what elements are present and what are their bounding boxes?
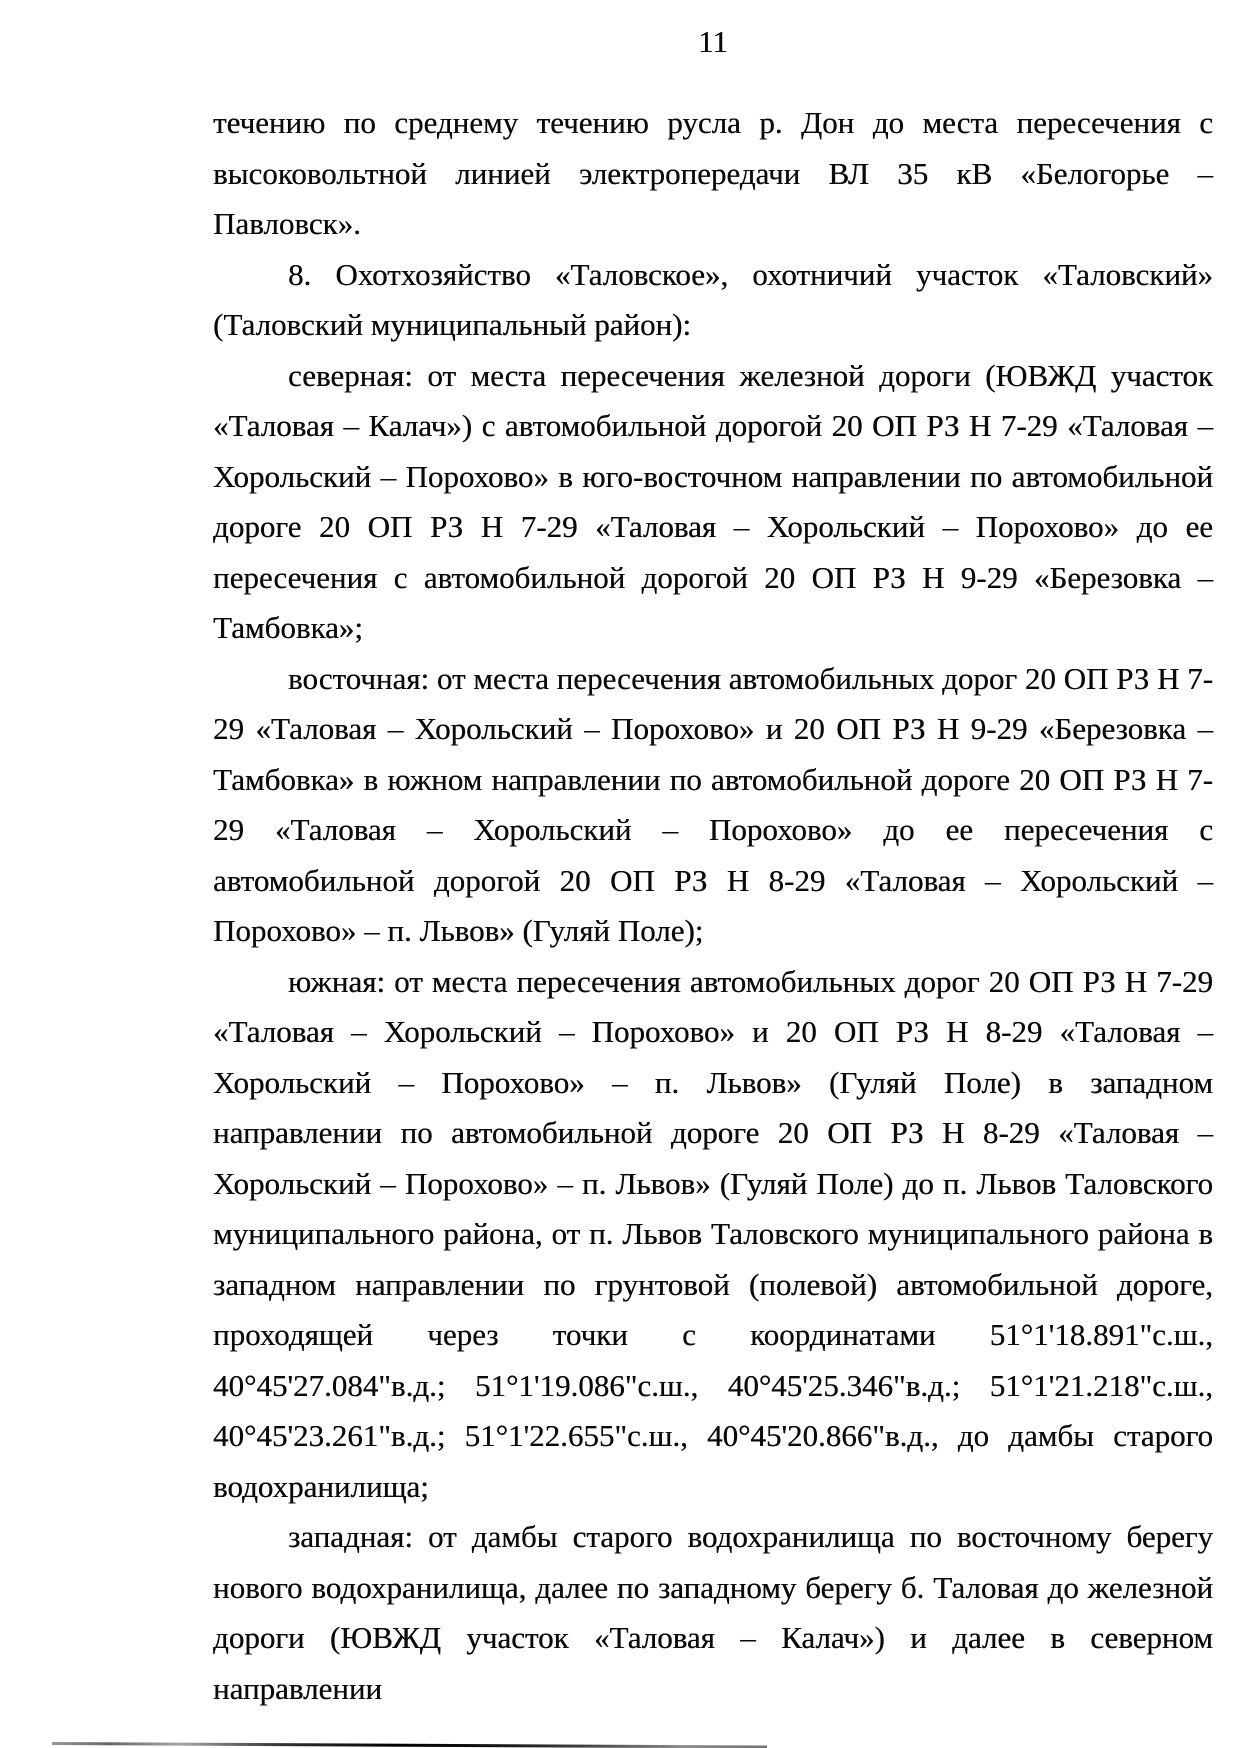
paragraph-item-8-heading: 8. Охотхозяйство «Таловское», охотничий участок «Таловский» (Таловский муниципальный район): — [213, 256, 1213, 342]
document-body — [213, 98, 1213, 1714]
page-number: 11 — [698, 24, 728, 59]
paragraph-northern-boundary: северная: от места пересечения железной дороги (ЮВЖД участок «Таловая – Калач») с автомобильной дорогой 20 ОП РЗ Н 7-29 «Таловая – Хорольский – Порохово» в юго-восточном направлении по автомобильной дороге 20 ОП РЗ Н 7-29 «Таловая – Хорольский – Порохово» до ее пересечения с автомобильной дорогой 20 ОП РЗ Н 9-29 «Березовка – Тамбовка»; — [213, 357, 1213, 645]
paragraph-southern-boundary: южная: от места пересечения автомобильных дорог 20 ОП РЗ Н 7-29 «Таловая – Хорольский – Порохово» и 20 ОП РЗ Н 8-29 «Таловая – Хорольский – Порохово» – п. Львов» (Гуляй Поле) в западном направлении по автомобильной дороге 20 ОП РЗ Н 8-29 «Таловая – Хорольский – Порохово» – п. Львов» (Гуляй Поле) до п. Львов Таловского муниципального района, от п. Львов Таловского муниципального района в западном направлении по грунтовой (полевой) автомобильной дороге, проходящей через точки с координатами 51°1'18.891"с.ш., 40°45'27.084"в.д.; 51°1'19.086"с.ш., 40°45'25.346"в.д.; 51°1'21.218"с.ш., 40°45'23.261"в.д.; 51°1'22.655"с.ш., 40°45'20.866"в.д., до дамбы старого водохранилища; — [213, 963, 1213, 1504]
scan-artifact-line — [52, 1742, 767, 1748]
paragraph-river-don-continuation: течению по среднему течению русла р. Дон до места пересечения с высоковольтной линией электропередачи ВЛ 35 кВ «Белогорье – Павловск». — [213, 105, 1213, 241]
paragraph-eastern-boundary: восточная: от места пересечения автомобильных дорог 20 ОП РЗ Н 7-29 «Таловая – Хорольский – Порохово» и 20 ОП РЗ Н 9-29 «Березовка – Тамбовка» в южном направлении по автомобильной дороге 20 ОП РЗ Н 7-29 «Таловая – Хорольский – Порохово» до ее пересечения с автомобильной дорогой 20 ОП РЗ Н 8-29 «Таловая – Хорольский – Порохово» – п. Львов» (Гуляй Поле); — [213, 660, 1213, 948]
paragraph-western-boundary: западная: от дамбы старого водохранилища по восточному берегу нового водохранилища, далее по западному берегу б. Таловая до железной дороги (ЮВЖД участок «Таловая – Калач») и далее в северном направлении — [213, 1519, 1213, 1706]
